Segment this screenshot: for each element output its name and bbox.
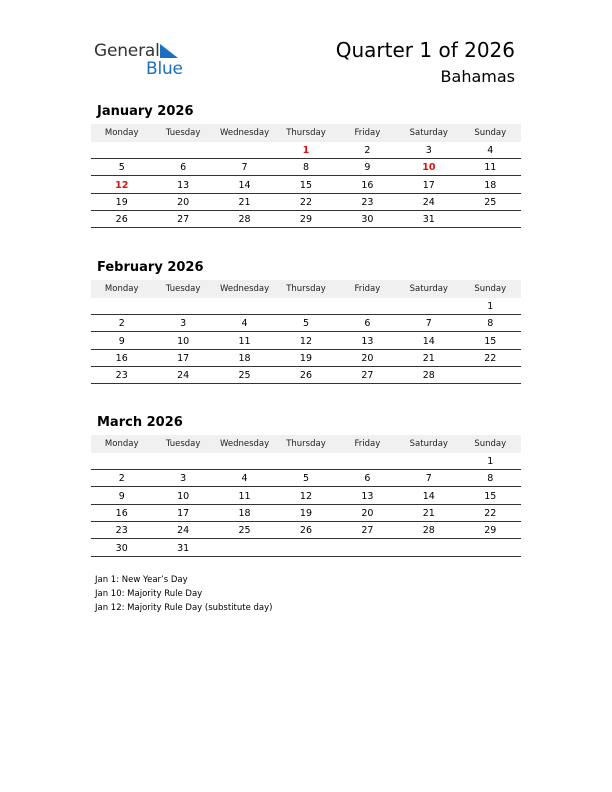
day-cell: 5 bbox=[302, 318, 309, 330]
day-cell: 18 bbox=[238, 352, 251, 364]
week-row bbox=[91, 453, 521, 470]
day-cell: 27 bbox=[177, 214, 190, 226]
day-cell: 30 bbox=[115, 542, 128, 554]
day-cell: 12 bbox=[299, 490, 313, 502]
day-cell: 10 bbox=[177, 335, 190, 347]
month-title: January 2026 bbox=[97, 104, 194, 119]
day-cell: 26 bbox=[115, 214, 128, 226]
day-cell bbox=[337, 453, 398, 469]
day-cell: 3 bbox=[180, 473, 187, 485]
day-cell: 1 bbox=[487, 301, 494, 312]
weekday-label: Saturday bbox=[409, 128, 448, 138]
week-row bbox=[91, 367, 521, 384]
day-cell: 8 bbox=[487, 473, 494, 485]
day-cell bbox=[152, 142, 213, 158]
day-cell: 17 bbox=[422, 179, 435, 191]
holiday-note: Jan 10: Majority Rule Day bbox=[95, 589, 203, 599]
day-cell: 1 bbox=[302, 145, 310, 156]
weekday-label: Friday bbox=[354, 128, 381, 138]
day-cell bbox=[275, 540, 336, 556]
day-cell: 15 bbox=[299, 179, 313, 191]
day-cell: 7 bbox=[425, 318, 432, 330]
day-cell: 8 bbox=[487, 318, 494, 330]
day-cell: 16 bbox=[115, 352, 128, 364]
weekday-label: Monday bbox=[104, 128, 139, 138]
day-cell: 3 bbox=[180, 318, 187, 330]
day-cell bbox=[214, 540, 275, 556]
weekday-label: Monday bbox=[104, 284, 139, 294]
day-cell: 14 bbox=[422, 335, 435, 347]
day-cell: 8 bbox=[302, 162, 309, 174]
day-cell bbox=[275, 453, 336, 469]
day-cell: 25 bbox=[484, 196, 497, 208]
day-cell: 9 bbox=[118, 335, 125, 347]
day-cell: 7 bbox=[241, 162, 248, 174]
day-cell: 23 bbox=[361, 196, 374, 208]
week-row bbox=[91, 211, 521, 228]
day-cell: 24 bbox=[177, 370, 190, 382]
day-cell: 22 bbox=[299, 196, 313, 208]
day-cell bbox=[398, 298, 459, 314]
day-cell: 12 bbox=[299, 335, 313, 347]
day-cell: 12 bbox=[115, 179, 129, 191]
day-cell: 22 bbox=[484, 507, 497, 519]
weekday-label: Thursday bbox=[286, 439, 326, 449]
page-title: Quarter 1 of 2026 bbox=[335, 38, 515, 62]
weekday-label: Sunday bbox=[474, 284, 507, 294]
weekday-header bbox=[91, 435, 521, 453]
day-cell: 18 bbox=[238, 507, 251, 519]
day-cell: 15 bbox=[484, 335, 497, 347]
day-cell: 19 bbox=[299, 507, 313, 519]
week-row bbox=[91, 488, 521, 505]
day-cell bbox=[214, 142, 275, 158]
day-cell: 19 bbox=[299, 352, 313, 364]
weekday-label: Sunday bbox=[474, 128, 507, 138]
day-cell: 24 bbox=[422, 196, 435, 208]
weekday-label: Saturday bbox=[409, 439, 448, 449]
weekday-label: Tuesday bbox=[165, 128, 201, 138]
day-cell bbox=[152, 453, 213, 469]
day-cell bbox=[91, 453, 152, 469]
day-cell: 14 bbox=[238, 179, 251, 191]
day-cell bbox=[398, 540, 459, 556]
day-cell bbox=[91, 298, 152, 314]
day-cell: 11 bbox=[238, 335, 251, 347]
day-cell: 20 bbox=[361, 507, 374, 519]
day-cell: 20 bbox=[361, 352, 374, 364]
day-cell: 18 bbox=[484, 179, 497, 191]
day-cell: 28 bbox=[422, 370, 435, 382]
day-cell: 1 bbox=[487, 456, 494, 467]
logo-blue-text: Blue bbox=[146, 59, 183, 79]
week-row bbox=[91, 333, 521, 350]
weekday-label: Thursday bbox=[286, 284, 326, 294]
country-name: Bahamas bbox=[440, 67, 515, 86]
day-cell: 17 bbox=[177, 507, 190, 519]
day-cell: 28 bbox=[422, 525, 435, 537]
day-cell: 24 bbox=[177, 525, 190, 537]
week-row bbox=[91, 177, 521, 194]
day-cell: 25 bbox=[238, 370, 251, 382]
week-row bbox=[91, 194, 521, 211]
week-row bbox=[91, 159, 521, 176]
day-cell: 28 bbox=[238, 214, 251, 226]
day-cell: 14 bbox=[422, 490, 435, 502]
day-cell: 9 bbox=[118, 490, 125, 502]
day-cell: 27 bbox=[361, 370, 374, 382]
day-cell: 7 bbox=[425, 473, 432, 485]
logo-general-text: General bbox=[94, 41, 160, 61]
day-cell: 13 bbox=[177, 179, 190, 191]
day-cell: 9 bbox=[364, 162, 371, 174]
day-cell: 21 bbox=[422, 507, 435, 519]
day-cell bbox=[460, 211, 521, 227]
week-row bbox=[91, 142, 521, 159]
day-cell: 10 bbox=[422, 162, 436, 174]
day-cell bbox=[398, 453, 459, 469]
day-cell: 13 bbox=[361, 335, 374, 347]
day-cell bbox=[91, 142, 152, 158]
day-cell: 13 bbox=[361, 490, 374, 502]
day-cell bbox=[152, 298, 213, 314]
week-row bbox=[91, 298, 521, 315]
day-cell: 23 bbox=[115, 525, 128, 537]
weekday-label: Friday bbox=[354, 439, 381, 449]
weekday-label: Sunday bbox=[474, 439, 507, 449]
week-row bbox=[91, 470, 521, 487]
holiday-notes bbox=[95, 573, 273, 615]
day-cell: 29 bbox=[299, 214, 313, 226]
day-cell: 2 bbox=[118, 473, 125, 485]
holiday-note: Jan 12: Majority Rule Day (substitute day) bbox=[95, 603, 273, 613]
month-title: February 2026 bbox=[97, 260, 204, 275]
week-row bbox=[91, 350, 521, 367]
day-cell: 4 bbox=[487, 145, 494, 156]
day-cell: 2 bbox=[364, 145, 371, 156]
week-row bbox=[91, 315, 521, 332]
weekday-label: Tuesday bbox=[165, 284, 201, 294]
day-cell: 26 bbox=[299, 370, 313, 382]
day-cell: 27 bbox=[361, 525, 374, 537]
week-row bbox=[91, 540, 521, 557]
weekday-header bbox=[91, 280, 521, 298]
day-cell: 17 bbox=[177, 352, 190, 364]
day-cell: 5 bbox=[118, 162, 125, 174]
logo bbox=[94, 40, 194, 80]
day-cell: 21 bbox=[422, 352, 435, 364]
day-cell: 11 bbox=[238, 490, 251, 502]
day-cell: 20 bbox=[177, 196, 190, 208]
day-cell bbox=[460, 540, 521, 556]
day-cell bbox=[337, 298, 398, 314]
day-cell: 30 bbox=[361, 214, 374, 226]
weekday-label: Thursday bbox=[286, 128, 326, 138]
weekday-label: Wednesday bbox=[219, 439, 270, 449]
day-cell: 6 bbox=[364, 473, 371, 485]
week-row bbox=[91, 505, 521, 522]
day-cell: 25 bbox=[238, 525, 251, 537]
weekday-label: Monday bbox=[104, 439, 139, 449]
weekday-label: Saturday bbox=[409, 284, 448, 294]
weekday-label: Wednesday bbox=[219, 128, 270, 138]
day-cell: 4 bbox=[241, 318, 248, 330]
day-cell: 16 bbox=[115, 507, 128, 519]
day-cell: 15 bbox=[484, 490, 497, 502]
day-cell: 23 bbox=[115, 370, 128, 382]
day-cell: 6 bbox=[180, 162, 187, 174]
day-cell bbox=[214, 453, 275, 469]
day-cell: 16 bbox=[361, 179, 374, 191]
day-cell: 4 bbox=[241, 473, 248, 485]
day-cell: 21 bbox=[238, 196, 251, 208]
week-row bbox=[91, 522, 521, 539]
day-cell bbox=[460, 367, 521, 383]
weekday-header bbox=[91, 124, 521, 142]
day-cell: 5 bbox=[302, 473, 309, 485]
weekday-label: Wednesday bbox=[219, 284, 270, 294]
day-cell: 26 bbox=[299, 525, 313, 537]
day-cell bbox=[275, 298, 336, 314]
day-cell bbox=[337, 540, 398, 556]
day-cell: 11 bbox=[484, 162, 497, 174]
month-title: March 2026 bbox=[97, 415, 183, 430]
day-cell: 22 bbox=[484, 352, 497, 364]
day-cell bbox=[214, 298, 275, 314]
day-cell: 6 bbox=[364, 318, 371, 330]
day-cell: 2 bbox=[118, 318, 125, 330]
day-cell: 10 bbox=[177, 490, 190, 502]
day-cell: 31 bbox=[177, 542, 190, 554]
weekday-label: Friday bbox=[354, 284, 381, 294]
day-cell: 31 bbox=[422, 214, 435, 226]
day-cell: 29 bbox=[484, 525, 497, 537]
day-cell: 19 bbox=[115, 196, 128, 208]
holiday-note: Jan 1: New Year’s Day bbox=[95, 575, 188, 585]
weekday-label: Tuesday bbox=[165, 439, 201, 449]
day-cell: 3 bbox=[425, 145, 432, 156]
